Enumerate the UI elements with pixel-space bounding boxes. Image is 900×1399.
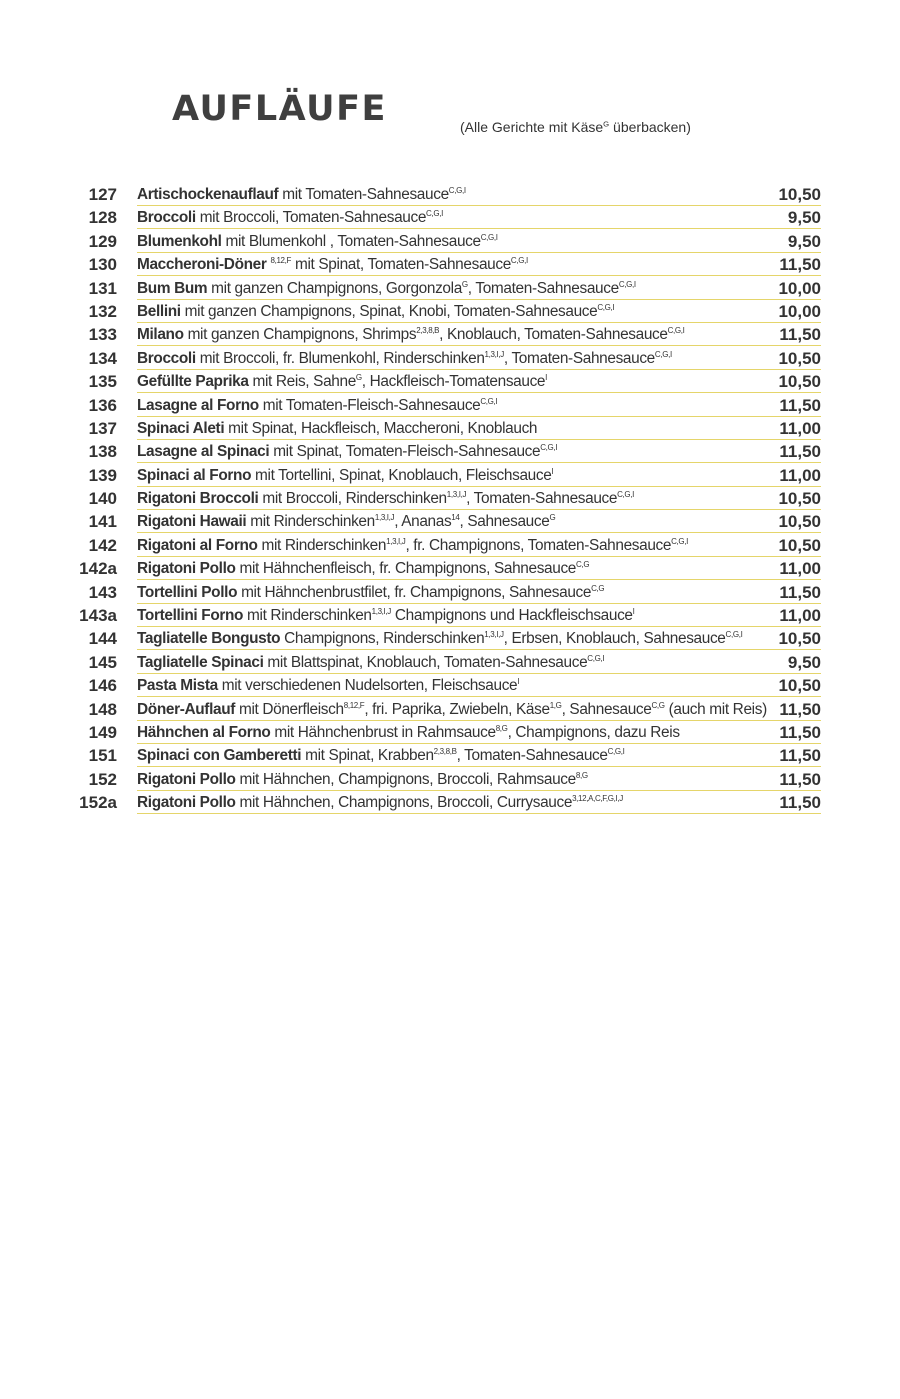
item-number: 133 [88,325,117,345]
item-name: Rigatoni Pollo [137,794,236,812]
menu-item [0,557,900,580]
item-description [301,747,624,764]
menu-item [0,347,900,370]
menu-item [0,604,900,627]
description-text: mit Tomaten-Sahnesauce [278,186,449,203]
item-number: 142 [88,535,117,555]
description-text: mit ganzen Champignons, Shrimps [183,326,417,344]
item-number: 143a [79,606,117,626]
item-description [280,630,742,647]
item-text [137,302,821,322]
description-text: mit Tortellini, Spinat, Knoblauch, Fleischsauce [251,466,552,484]
allergen-code: C,G,I [540,443,558,453]
item-number: 132 [88,301,117,321]
allergen-code: G [461,279,468,289]
item-line [137,323,821,346]
item-text [137,746,821,766]
description-text: , fr. Champignons, Tomaten-Sahnesauce [405,536,672,554]
item-text [137,279,821,299]
item-text [137,442,821,462]
item-text [137,559,821,579]
description-text: mit Tomaten-Fleisch-Sahnesauce [258,396,481,414]
item-text [137,232,821,252]
item-number: 146 [88,676,117,696]
allergen-code: C,G [651,700,665,710]
item-line [137,183,821,206]
allergen-code: 14 [451,513,460,523]
item-number: 138 [88,442,117,462]
item-name: Blumenkohl [137,232,222,250]
item-name: Rigatoni Broccoli [137,490,259,508]
item-number: 142a [79,559,117,579]
description-text: mit Broccoli, fr. Blumenkohl, Rinderschinken [195,349,485,367]
allergen-code: I [551,466,554,476]
allergen-code: C,G,I [618,279,636,289]
item-line [137,206,821,229]
item-text [137,606,821,626]
item-text [137,208,821,228]
item-name: Tortellini Pollo [137,583,238,601]
item-line [137,230,821,253]
item-description [249,373,547,390]
allergen-code: I [632,607,635,617]
allergen-code: 8,G [495,723,508,733]
description-text: mit Spinat, Tomaten-Fleisch-Sahnesauce [269,443,541,461]
menu-item [0,183,900,206]
menu-item [0,698,900,721]
item-line [137,277,821,300]
allergen-code: 1,3,I,J [484,349,504,359]
item-line [137,464,821,487]
menu-item [0,394,900,417]
item-name: Bellini [137,302,181,320]
item-description [181,303,615,320]
description-text: mit Broccoli, Tomaten-Sahnesauce [195,209,427,227]
item-name: Rigatoni Hawaii [137,513,247,531]
menu-item [0,323,900,346]
menu-item [0,206,900,229]
menu-item [0,253,900,276]
item-number: 141 [88,512,117,532]
item-number: 136 [88,395,117,415]
item-price: 11,00 [779,465,821,485]
item-text [137,793,821,813]
item-number: 140 [88,489,117,509]
item-description [251,467,553,484]
item-price: 10,50 [778,185,821,204]
item-price: 9,50 [787,231,821,251]
allergen-code: I [545,373,548,383]
allergen-code: C,G,I [667,326,685,336]
description-text: mit Rinderschinken [246,513,375,531]
item-name: Artischockenauflauf [137,186,279,203]
item-number: 149 [88,722,117,742]
item-name: Pasta Mista [137,677,218,695]
menu-item [0,510,900,533]
allergen-code: 8,12,F [343,700,365,710]
item-number: 145 [88,652,117,672]
subtitle-text-start: (Alle Gerichte mit Käse [460,119,604,135]
menu-item [0,674,900,697]
item-name: Spinaci al Forno [137,466,252,484]
allergen-code: 8,12,F [270,256,292,266]
item-number: 130 [88,255,117,275]
menu-item [0,464,900,487]
item-description [222,233,498,250]
item-name: Maccheroni-Döner [137,256,267,274]
description-text: , Hackfleisch-Tomatensauce [361,373,546,391]
item-line [137,791,821,814]
item-text [137,723,821,743]
description-text: , Sahnesauce [459,513,550,531]
item-price: 10,50 [778,348,821,368]
allergen-code: C,G,I [607,747,625,757]
allergen-code: C,G,I [448,186,466,195]
item-text [137,396,821,416]
item-description [270,724,679,741]
item-description [196,209,443,226]
description-text: , Ananas [394,513,452,531]
description-text: mit Rinderschinken [243,607,372,625]
item-name: Lasagne al Forno [137,396,259,414]
item-text [137,349,821,369]
subtitle-text-end: überbacken) [609,119,691,135]
item-name: Rigatoni al Forno [137,536,258,554]
item-name: Rigatoni Pollo [137,560,236,578]
item-line [137,534,821,557]
allergen-code: 1,G [549,700,562,710]
item-price: 11,00 [779,559,821,579]
item-text [137,676,821,696]
item-price: 11,50 [779,442,821,462]
item-text [137,629,821,649]
allergen-code: I [517,677,520,687]
item-line [137,581,821,604]
item-description [267,256,528,273]
item-number: 151 [88,746,117,766]
item-number: 128 [88,208,117,228]
item-text [137,489,821,509]
item-line [137,510,821,533]
page-subtitle [460,119,691,135]
item-price: 11,50 [779,722,821,742]
item-price: 10,00 [778,278,821,298]
item-line [137,768,821,791]
item-price: 11,50 [779,699,821,719]
allergen-code: 1,3,I,J [446,490,467,500]
description-text: Champignons und Hackfleischsauce [390,607,633,625]
menu-item [0,581,900,604]
item-name: Spinaci Aleti [137,419,225,437]
item-name: Tagliatelle Spinaci [137,653,264,671]
menu-item [0,417,900,440]
description-text: , fri. Paprika, Zwiebeln, Käse [364,700,550,718]
item-price: 11,50 [779,395,821,415]
menu-item [0,277,900,300]
item-price: 10,50 [778,535,821,555]
item-description [196,350,672,367]
item-description [278,186,465,203]
item-description [258,537,688,554]
item-text [137,770,821,790]
description-text: (auch mit Reis) [664,700,767,718]
item-number: 131 [88,278,117,298]
item-price: 10,50 [778,489,821,509]
description-text: mit Hähnchenbrustfilet, fr. Champignons, Sahnesauce [237,583,592,601]
description-text: mit Hähnchenbrust in Rahmsauce [270,723,496,741]
item-number: 152 [88,769,117,789]
item-name: Hähnchen al Forno [137,723,271,741]
allergen-code: 1,3,I,J [386,536,406,546]
item-price: 10,50 [778,372,821,392]
item-name: Döner-Auflauf [137,700,236,718]
item-line [137,440,821,463]
description-text: , Tomaten-Sahnesauce [466,490,618,508]
description-text: , Tomaten-Sahnesauce [456,747,608,765]
item-name: Milano [137,326,184,344]
allergen-code: C,G,I [617,490,635,500]
allergen-code: 1,3,I,J [374,513,395,523]
item-description [246,513,555,530]
item-text [137,512,821,532]
item-number: 135 [88,372,117,392]
item-number: 137 [88,418,117,438]
item-line [137,744,821,767]
allergen-code: 8,G [575,770,588,780]
page-title: AUFLÄUFE [172,89,387,129]
item-price: 11,00 [779,418,821,438]
item-name: Spinaci con Gamberetti [137,747,302,765]
item-text [137,653,821,673]
allergen-code: C,G,I [654,349,672,359]
item-line [137,347,821,370]
description-text: mit Hähnchen, Champignons, Broccoli, Currysauce [235,794,573,812]
item-text [137,700,821,720]
item-description [264,654,605,671]
item-line [137,627,821,650]
item-description [235,701,767,718]
menu-item [0,487,900,510]
allergen-code: C,G,I [725,630,743,640]
item-number: 143 [88,582,117,602]
item-line [137,557,821,580]
item-price: 10,50 [778,512,821,532]
item-line [137,253,821,276]
item-text [137,325,821,345]
allergen-code: C,G,I [426,209,443,219]
item-price: 11,50 [779,582,821,602]
description-text: mit ganzen Champignons, Gorgonzola [207,279,462,297]
item-price: 11,00 [779,606,821,626]
allergen-code: C,G,I [510,256,528,266]
item-price: 10,50 [778,629,821,649]
item-line [137,394,821,417]
description-text: mit Hähnchen, Champignons, Broccoli, Rahmsauce [235,770,576,788]
item-description [243,607,634,624]
description-text: , Champignons, dazu Reis [507,723,680,741]
item-text [137,536,821,556]
description-text: Champignons, Rinderschinken [280,630,485,648]
menu-item [0,651,900,674]
menu-header [0,0,900,160]
item-description [258,490,634,507]
allergen-code: C,G [576,560,590,570]
item-line [137,487,821,510]
item-description [236,794,623,811]
item-text [137,419,821,439]
item-description [269,443,557,460]
allergen-code: 3,12,A,C,F,G,I,J [572,794,623,804]
item-text [137,583,821,603]
item-price: 11,50 [779,255,821,275]
item-number: 139 [88,465,117,485]
menu-item [0,744,900,767]
description-text: , Sahnesauce [561,700,652,718]
menu-item [0,791,900,814]
item-number: 127 [88,185,117,204]
item-description [224,420,537,437]
allergen-code: G [355,373,362,383]
item-price: 11,50 [779,325,821,345]
item-description [236,560,590,577]
allergen-code: 2,3,8,B [416,326,440,336]
item-number: 134 [88,348,117,368]
menu-item [0,230,900,253]
item-name: Gefüllte Paprika [137,373,249,391]
menu-item [0,627,900,650]
item-price: 9,50 [787,652,821,672]
description-text: mit Broccoli, Rinderschinken [258,490,447,508]
item-description [237,584,604,601]
item-price: 11,50 [779,793,821,813]
allergen-code: C,G,I [480,232,498,242]
allergen-code: C,G [591,583,605,593]
item-name: Tortellini Forno [137,607,244,625]
description-text: mit Blattspinat, Knoblauch, Tomaten-Sahnesauce [263,653,588,671]
item-name: Tagliatelle Bongusto [137,630,281,648]
item-name: Lasagne al Spinaci [137,443,270,461]
allergen-code: C,G,I [671,536,689,546]
item-line [137,651,821,674]
description-text: , Erbsen, Knoblauch, Sahnesauce [503,630,726,648]
item-line [137,721,821,744]
item-line [137,370,821,393]
item-line [137,604,821,627]
menu-item [0,768,900,791]
description-text: mit Rinderschinken [257,536,387,554]
item-line [137,698,821,721]
menu-item [0,300,900,323]
description-text: mit ganzen Champignons, Spinat, Knobi, Tomaten-Sahnesauce [180,302,598,320]
item-name: Bum Bum [137,279,208,297]
allergen-code: G [549,513,556,523]
description-text: mit Spinat, Tomaten-Sahnesauce [291,256,511,274]
allergen-code: 1,3,I,J [371,607,391,617]
menu-item [0,721,900,744]
item-number: 144 [88,629,117,649]
item-price: 10,50 [778,676,821,696]
item-text [137,466,821,486]
allergen-code: 1,3,I,J [484,630,504,640]
description-text: , Knoblauch, Tomaten-Sahnesauce [439,326,668,344]
item-price: 10,00 [778,301,821,321]
description-text: mit verschiedenen Nudelsorten, Fleischsauce [217,677,518,695]
allergen-code: C,G,I [597,302,615,312]
item-name: Rigatoni Pollo [137,770,236,788]
item-price: 11,50 [779,769,821,789]
description-text: , Tomaten-Sahnesauce [503,349,655,367]
item-number: 148 [88,699,117,719]
allergen-code: C,G,I [587,653,605,663]
menu-list [0,183,900,815]
item-description [236,771,588,788]
item-name: Broccoli [137,209,196,227]
item-text [137,185,821,205]
description-text: mit Spinat, Krabben [301,747,434,765]
description-text: , Tomaten-Sahnesauce [467,279,619,297]
allergen-code: 2,3,8,B [433,747,457,757]
description-text: mit Spinat, Hackfleisch, Maccheroni, Knoblauch [224,419,538,437]
description-text: mit Reis, Sahne [248,373,356,391]
item-text [137,255,821,275]
menu-item [0,440,900,463]
item-price: 9,50 [787,208,821,228]
item-description [218,677,519,694]
description-text: mit Blumenkohl , Tomaten-Sahnesauce [221,232,481,250]
menu-item [0,534,900,557]
item-price: 11,50 [779,746,821,766]
description-text: mit Hähnchenfleisch, fr. Champignons, Sahnesauce [235,560,577,578]
allergen-code: C,G,I [480,396,498,406]
item-text [137,372,821,392]
description-text: mit Dönerfleisch [235,700,344,718]
item-description [207,280,636,297]
item-number: 129 [88,231,117,251]
menu-item [0,370,900,393]
item-description [184,326,685,343]
subtitle-allergen-code: G [603,119,610,129]
item-number: 152a [79,793,117,813]
item-name: Broccoli [137,349,196,367]
item-description [259,397,497,414]
item-line [137,300,821,323]
item-line [137,417,821,440]
item-line [137,674,821,697]
